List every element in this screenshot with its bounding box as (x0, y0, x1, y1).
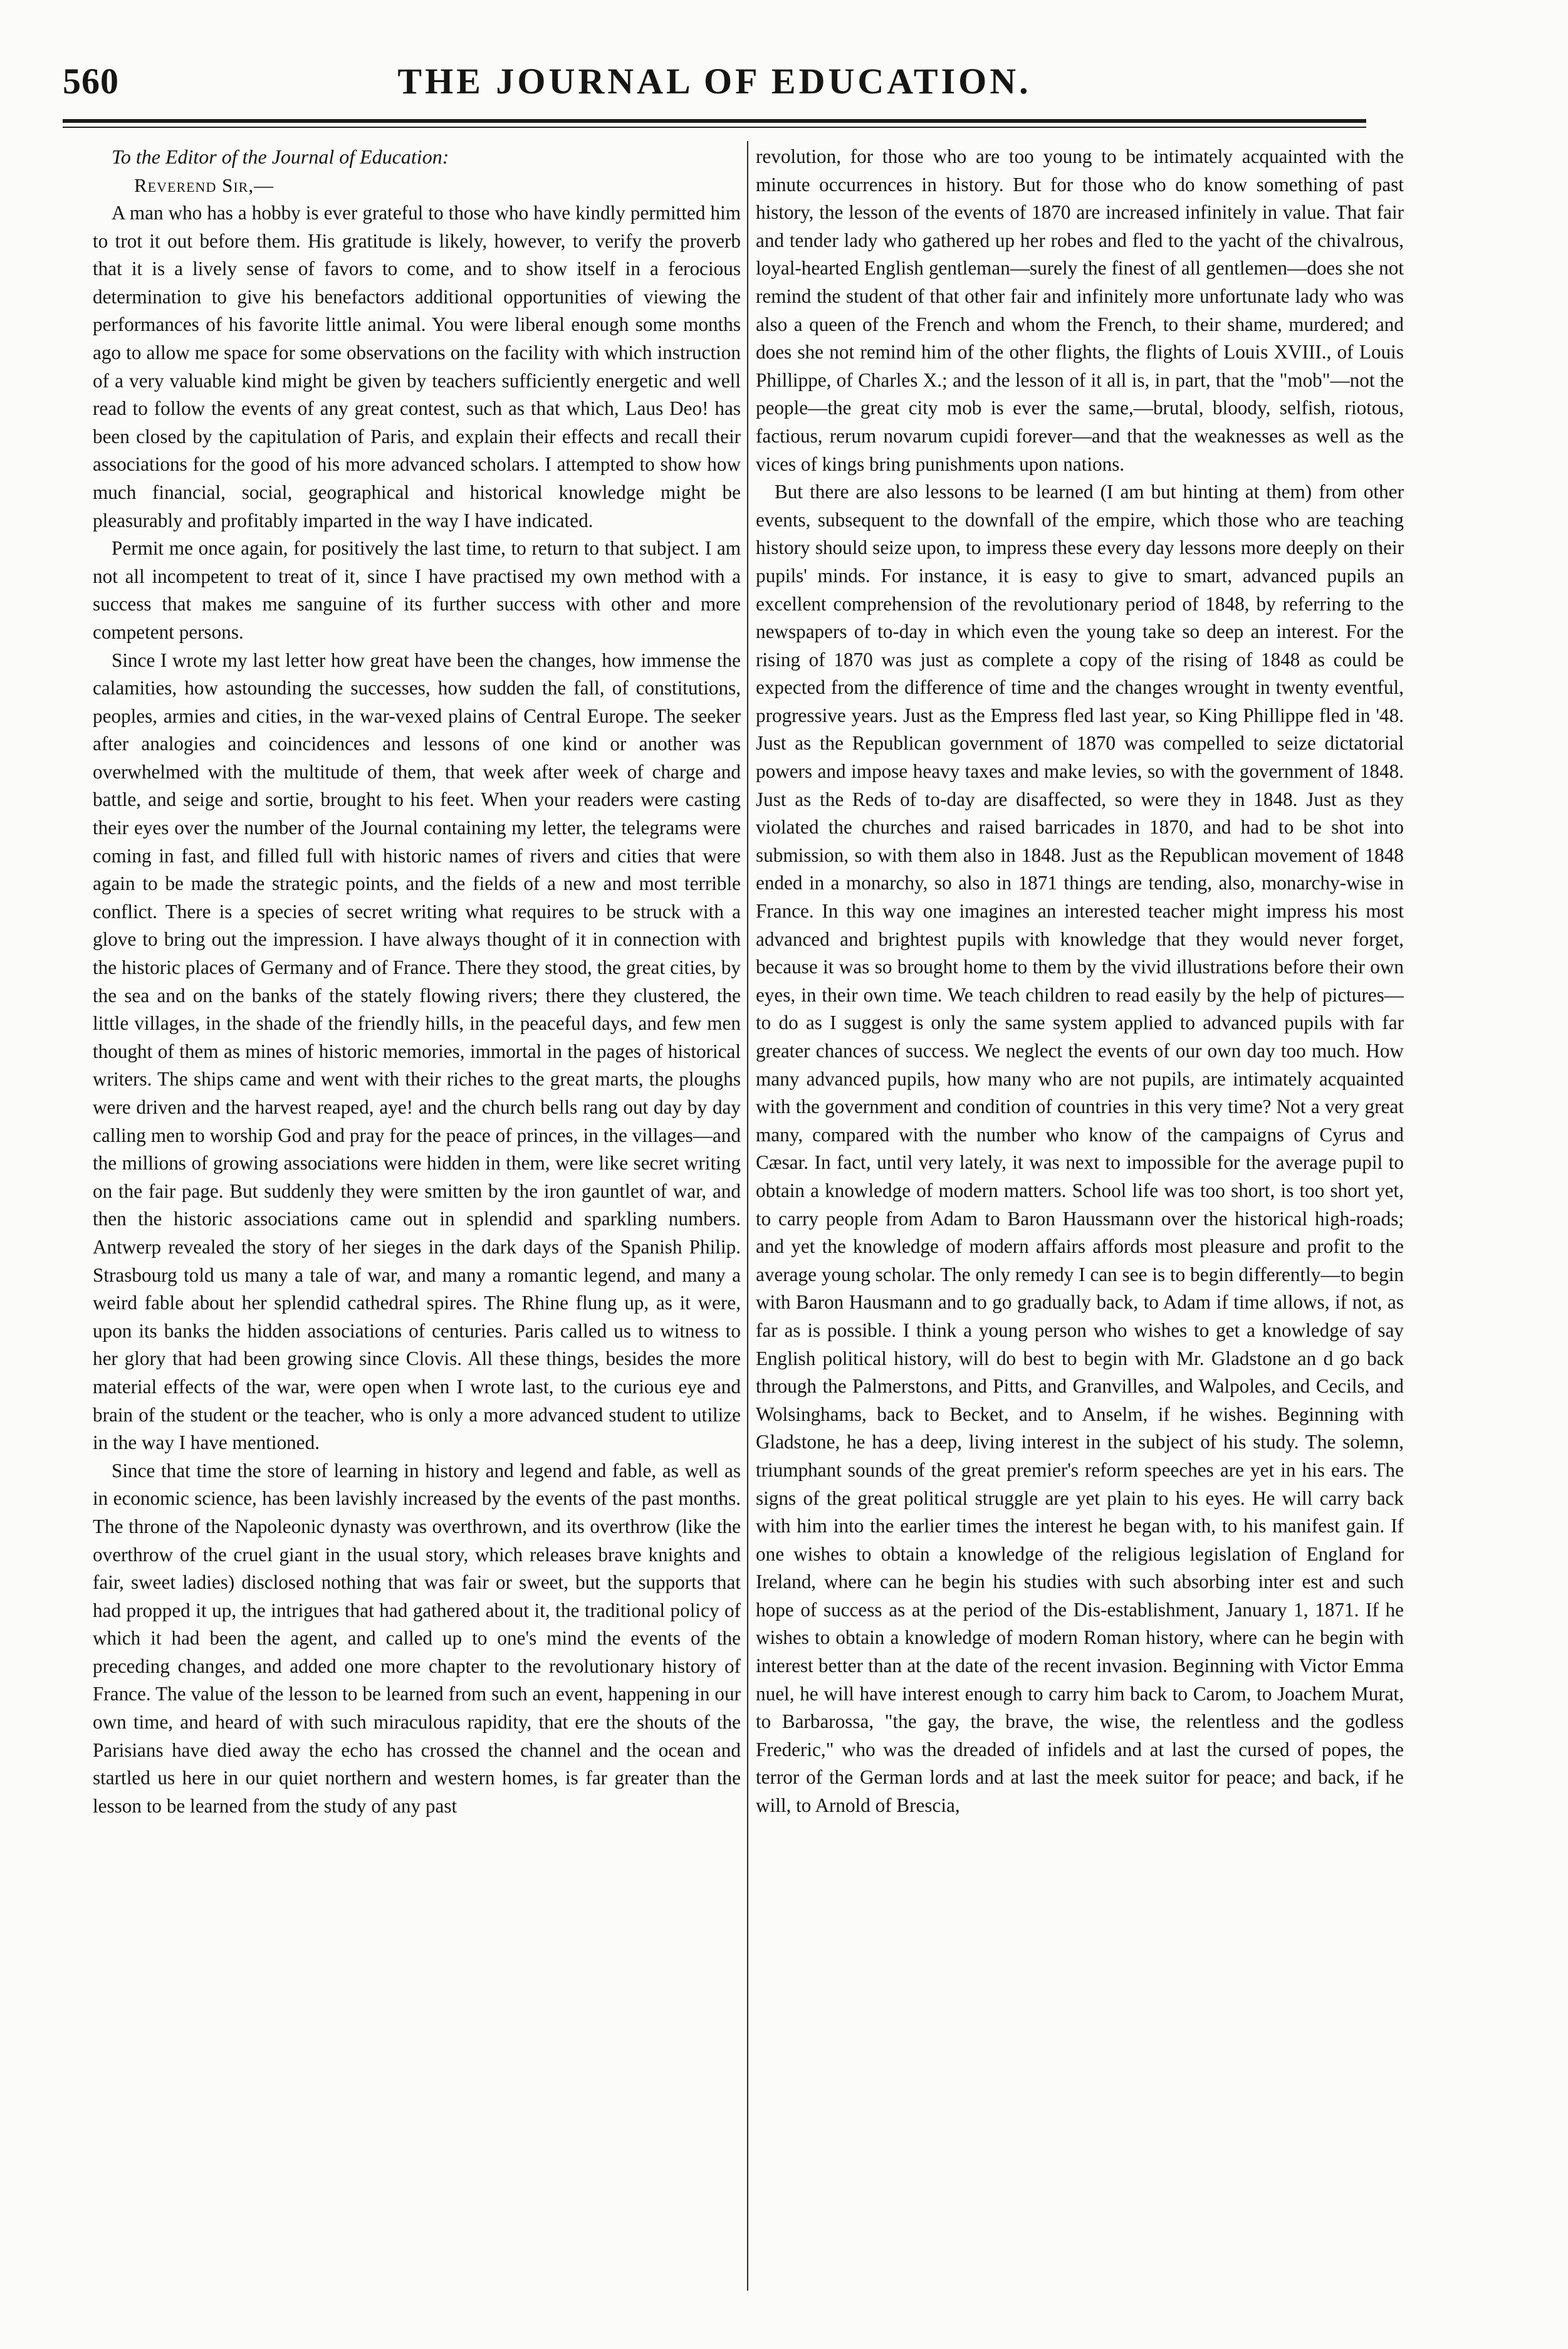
header-rule-thin (63, 127, 1366, 128)
left-paragraph: A man who has a hobby is ever grateful to those who have kindly permitted him to trot it out before them. His gratitude is likely, however, to verify the proverb that it is a lively sense of favors to come, and to show itself in a ferocious determination to give his benefactors additional opportunities of viewing the performances of his favorite little animal. You were liberal enough some months ago to allow me space for some observations on the facility with which instruction of a very valuable kind might be given by teachers sufficiently energetic and well read to follow the events of any great contest, such as that which, Laus Deo! has been closed by the capitulation of Paris, and explain their effects and recall their associations for the good of his more advanced scholars. I attempted to show how much financial, social, geographical and historical knowledge might be pleasurably and profitably imparted in the way I have indicated. (93, 202, 741, 531)
letter-address: Reverend Sir,— (134, 174, 274, 196)
right-paragraph: revolution, for those who are too young to be intimately acquainted with the minute occurrences in history. But for those who do know something of past history, the lesson of the events of 1870 are increased infinitely in value. That fair and tender lady who gathered up her robes and fled to the yacht of the chivalrous, loyal-hearted English gentleman—surely the finest of all gentlemen—does she not remind the student of that other fair and infinitely more unfortunate lady who was also a queen of the French and whom the French, to their shame, murdered; and does she not remind him of the other flights, the flights of Louis XVIII., of Louis Phillippe, of Charles X.; and the lesson of it all is, in part, that the "mob"—not the people—the great city mob is ever the same,—brutal, bloody, selfish, riotous, factious, rerum novarum cupidi forever—and that the weaknesses as well as the vices of kings bring punishments upon nations. (756, 145, 1404, 475)
letter-salutation: To the Editor of the Journal of Education: (112, 145, 449, 168)
left-column (93, 143, 741, 2286)
left-paragraph: Permit me once again, for positively the last time, to return to that subject. I am not all incompetent to treat of it, since I have practised my own method with a success that makes me sanguine of its further success with other and more competent persons. (93, 537, 741, 643)
header-rule-thick (63, 119, 1366, 123)
page-number: 560 (63, 61, 119, 102)
page-header (63, 55, 1366, 115)
right-paragraph: But there are also lessons to be learned (I am but hinting at them) from other events, subsequent to the downfall of the empire, which those who are teaching history should seize upon, to impress these every day lessons more deeply on their pupils' minds. For instance, it is easy to give to smart, advanced pupils an excellent comprehension of the revolutionary period of 1848, by referring to the newspapers of to-day in which even the young take so deep an interest. For the rising of 1870 was just as complete a copy of the rising of 1848 as could be expected from the difference of time and the changes wrought in twenty eventful, progressive years. Just as the Empress fled last year, so King Phillippe fled in '48. Just as the Republican government of 1870 was compelled to seize dictatorial powers and impose heavy taxes and make levies, so with the government of 1848. Just as the Reds of to-day are disaffected, so were they in 1848. Just as they violated the churches and raised barricades in 1870, and had to be shot into submission, so with them also in 1848. Just as the Republican movement of 1848 ended in a monarchy, so also in 1871 things are tending, also, monarchy-wise in France. In this way one imagines an interested teacher might impress his most advanced and brightest pupils with knowledge that they would never forget, because it was so brought home to them by the vivid illustrations before their own eyes, in their own time. We teach children to read easily by the help of pictures—to do as I suggest is only the same system applied to advanced pupils with far greater chances of success. We neglect the events of our own day too much. How many advanced pupils, how many who are not pupils, are intimately acquainted with the government and condition of countries in this very time? Not a very great many, compared with the number who know of the campaigns of Cyrus and Cæsar. In fact, until very lately, it was next to impossible for the average pupil to obtain a knowledge of modern matters. School life was too short, is too short yet, to carry people from Adam to Baron Haussmann over the historical high-roads; and yet the knowledge of modern affairs affords most pleasure and profit to the average young scholar. The only remedy I can see is to begin differently—to begin with Baron Hausmann and to go gradually back, to Adam if time allows, if not, as far as is possible. I think a young person who wishes to get a knowledge of say English political history, will do best to begin with Mr. Gladstone an d go back through the Palmerstons, and Pitts, and Granvilles, and Walpoles, and Cecils, and Wolsinghams, back to Becket, and to Anselm, if he wishes. Beginning with Gladstone, he has a deep, living interest in the subject of his study. The solemn, triumphant sounds of the great premier's reform speeches are yet in his ears. The signs of the great political struggle are yet plain to his eyes. He will carry back with him into the earlier times the interest he began with, to his manifest gain. If one wishes to obtain a knowledge of the religious legislation of England for Ireland, where can he begin his studies with such absorbing inter est and such hope of success as at the period of the Dis-establishment, January 1, 1871. If he wishes to obtain a knowledge of modern Roman history, where can he begin with interest better than at the date of the recent invasion. Beginning with Victor Emma nuel, he will have interest enough to carry him back to Carom, to Joachem Murat, to Barbarossa, "the gay, the brave, the wise, the relentless and the godless Frederic," who was the dreaded of infidels and at last the cursed of popes, the terror of the German lords and at last the meek suitor for peace; and back, if he will, to Arnold of Brescia, (756, 481, 1404, 1817)
column-divider (747, 141, 748, 2291)
journal-title: THE JOURNAL OF EDUCATION. (397, 61, 1032, 102)
left-paragraph: Since that time the store of learning in history and legend and fable, as well as in economic science, has been lavishly increased by the events of the past months. The throne of the Napoleonic dynasty was overthrown, and its overthrow (like the overthrow of the cruel giant in the usual story, which releases brave knights and fair, sweet ladies) disclosed nothing that was fair or sweet, but the supports that had propped it up, the intrigues that had gathered about it, the traditional policy of which it had been the agent, and called up to one's mind the events of the preceding changes, and added one more chapter to the revolutionary history of France. The value of the lesson to be learned from such an event, happening in our own time, and heard of with such miraculous rapidity, that ere the shouts of the Parisians have died away the echo has crossed the channel and the ocean and startled us here in our quiet northern and western homes, is far greater than the lesson to be learned from the study of any past (93, 1459, 741, 1817)
left-paragraph: Since I wrote my last letter how great have been the changes, how immense the calamities, how astounding the successes, how sudden the fall, of constitutions, peoples, armies and cities, in the war-vexed plains of Central Europe. The seeker after analogies and coincidences and lessons of one kind or another was overwhelmed with the multitude of them, that week after week of charge and battle, and seige and sortie, brought to his feet. When your readers were casting their eyes over the number of the Journal containing my letter, the telegrams were coming in fast, and filled full with historic names of rivers and cities that were again to be made the strategic points, and the fields of a new and most terrible conflict. There is a species of secret writing what requires to be struck with a glove to bring out the impression. I have always thought of it in connection with the historic places of Germany and of France. There they stood, the great cities, by the sea and on the banks of the stately flowing rivers; there they clustered, the little villages, in the shade of the friendly hills, in the peaceful days, and few men thought of them as mines of historic memories, immortal in the pages of historical writers. The ships came and went with their riches to the great marts, the ploughs were driven and the harvest reaped, aye! and the church bells rang out day by day calling men to worship God and pray for the peace of princes, in the villages—and the millions of growing associations were hidden in them, were like secret writing on the fair page. But suddenly they were smitten by the iron gauntlet of war, and then the historic associations came out in splendid and sparkling numbers. Antwerp revealed the story of her sieges in the dark days of the Spanish Philip. Strasbourg told us many a tale of war, and many a romantic legend, and many a weird fable about her splendid cathedral spires. The Rhine flung up, as it were, upon its banks the hidden associations of centuries. Paris called us to witness to her glory that had been growing since Clovis. All these things, besides the more material effects of the war, were open when I wrote last, to the curious eye and brain of the student or the teacher, who is only a more advanced student to utilize in the way I have mentioned. (93, 649, 741, 1454)
right-column (756, 143, 1404, 2286)
